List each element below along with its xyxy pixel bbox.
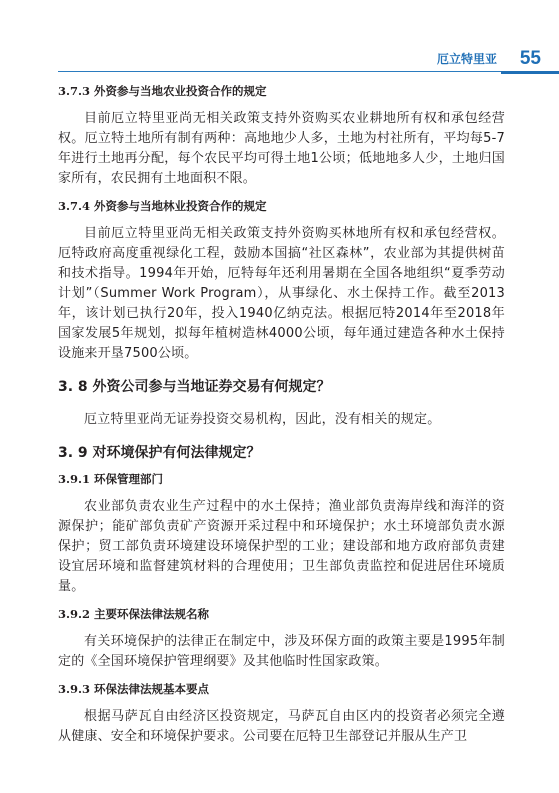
heading-3-8: 3. 8 外资公司参与当地证券交易有何规定？ [58, 379, 331, 395]
paragraph-3-9-1: 农业部负责农业生产过程中的水土保持；渔业部负责海岸线和海洋的资源保护；能矿部负责矿产资源开采过程中和环境保护；水土环境部负责水源保护；贸工部负责环境建设环境保护型的工业；建设部和地方政府部负责建设宜居环境和监督建筑材料的合理使用；卫生部负责监控和促进居住环境质量。 [58, 499, 505, 594]
paragraph-3-9-3: 根据马萨瓦自由经济区投资规定，马萨瓦自由区内的投资者必须完全遵从健康、安全和环境保护要求。公司要在厄特卫生部登记并服从生产卫 [58, 709, 505, 744]
paragraph-3-8: 厄立特里亚尚无证券投资交易机构，因此，没有相关的规定。 [84, 412, 441, 427]
paragraph-3-7-4: 目前厄立特里亚尚无相关政策支持外资购买林地所有权和承包经营权。厄特政府高度重视绿化工程，鼓励本国搞“社区森林”，农业部为其提供树苗和技术指导。1994年开始，厄特每年还利用暑期在全国各地组织“夏季劳动计划”（Summer Work Program），从事绿化、水土保持工作。截至2013年，该计划已执行20年，投入1940亿纳克法。根据厄特2014年至2018年国家发展5年规划，拟每年植树造林4000公顷，每年通过建造各种水土保持设施来开垦7500公顷。 [58, 226, 505, 361]
heading-3-9-3: 3.9.3 环保法律法规基本要点 [58, 682, 210, 696]
header-rule [58, 71, 501, 72]
running-header-country: 厄立特里亚 [436, 52, 497, 66]
heading-3-7-4: 3.7.4 外资参与当地林业投资合作的规定 [58, 199, 267, 213]
page-number: 55 [519, 48, 541, 69]
body-content [58, 84, 505, 747]
heading-3-9: 3. 9 对环境保护有何法律规定？ [58, 445, 261, 461]
heading-3-9-2: 3.9.2 主要环保法律法规名称 [58, 607, 210, 621]
header-accent-bar [501, 71, 559, 74]
heading-3-7-3: 3.7.3 外资参与当地农业投资合作的规定 [58, 84, 267, 98]
paragraph-3-7-3: 目前厄立特里亚尚无相关政策支持外资购买农业耕地所有权和承包经营权。厄立特土地所有制有两种：高地地少人多，土地为村社所有，平均每5-7年进行土地再分配，每个农民平均可得土地1公顷；低地地多人少，土地归国家所有，农民拥有土地面积不限。 [58, 111, 505, 186]
paragraph-3-9-2: 有关环境保护的法律正在制定中，涉及环保方面的政策主要是1995年制定的《全国环境保护管理纲要》及其他临时性国家政策。 [58, 634, 505, 669]
heading-3-9-1: 3.9.1 环保管理部门 [58, 472, 164, 486]
